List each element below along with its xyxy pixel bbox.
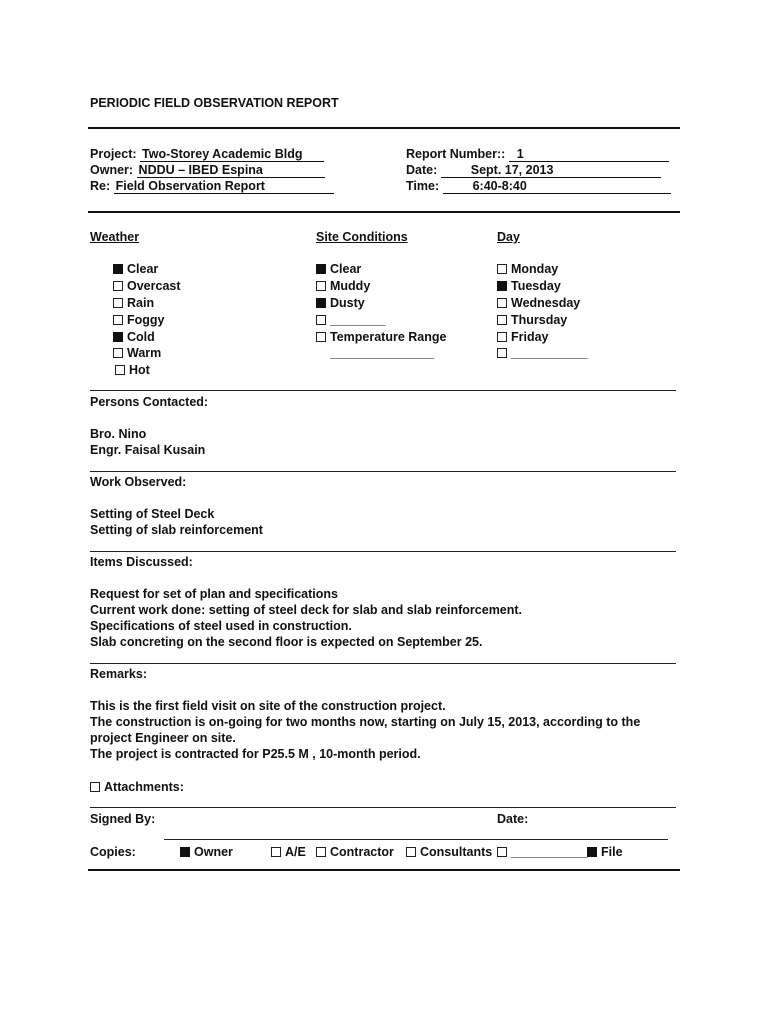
weather-option-cold[interactable]: Cold [113,330,155,344]
weather-option-foggy[interactable]: Foggy [113,313,165,327]
checkbox-icon [497,847,507,857]
site-option-clear[interactable]: Clear [316,262,361,276]
checkbox-icon [316,281,326,291]
checkbox-icon [115,365,125,375]
checkbox-icon [497,332,507,342]
checkbox-icon [316,298,326,308]
project-label: Project: [90,147,137,161]
temperature-range-field[interactable]: _______________ [330,346,435,360]
remarks-line: The project is contracted for P25.5 M , 10-month period. [90,747,421,761]
items-discussed-line: Current work done: setting of steel deck for slab and slab reinforcement. [90,603,523,617]
work-observed-line: Setting of Steel Deck [90,507,215,521]
re-value[interactable]: Field Observation Report [114,179,334,194]
title-divider [88,127,680,129]
time-field [406,179,671,194]
checkbox-icon [497,298,507,308]
project-value[interactable]: Two-Storey Academic Bldg [140,147,324,162]
items-discussed-line: Specifications of steel used in construction. [90,619,352,633]
signed-by-label: Signed By: [90,812,156,826]
persons-contacted-line: Bro. Nino [90,427,147,441]
checkbox-icon [497,264,507,274]
checkbox-icon [316,332,326,342]
header-divider [88,211,680,213]
checkbox-icon [497,315,507,325]
section-divider [90,390,676,391]
day-option-friday[interactable]: Friday [497,330,549,344]
site-option-temperature-range[interactable]: Temperature Range [316,330,446,344]
section-divider [90,551,676,552]
owner-field [90,163,325,178]
time-label: Time: [406,179,440,193]
work-observed-heading: Work Observed: [90,475,187,489]
owner-value[interactable]: NDDU – IBED Espina [137,163,325,178]
day-option-wednesday[interactable]: Wednesday [497,296,580,310]
copies-label: Copies: [90,845,136,859]
date-value[interactable]: Sept. 17, 2013 [441,163,661,178]
remarks-line: project Engineer on site. [90,731,236,745]
report-number-label: Report Number:: [406,147,506,161]
copies-option-ae[interactable]: A/E [271,845,306,859]
weather-option-overcast[interactable]: Overcast [113,279,181,293]
weather-option-rain[interactable]: Rain [113,296,154,310]
date-label: Date: [406,163,438,177]
re-field [90,179,334,194]
time-value[interactable]: 6:40-8:40 [443,179,671,194]
signature-line[interactable] [164,839,668,840]
day-heading: Day [497,230,520,244]
remarks-line: The construction is on-going for two months now, starting on July 15, 2013, according to the [90,715,641,729]
report-number-value[interactable]: 1 [509,147,669,162]
report-title: PERIODIC FIELD OBSERVATION REPORT [90,96,339,110]
weather-option-warm[interactable]: Warm [113,346,161,360]
checkbox-icon [113,298,123,308]
checkbox-icon [113,348,123,358]
checkbox-icon [406,847,416,857]
checkbox-icon [316,315,326,325]
remarks-line: This is the first field visit on site of the construction project. [90,699,446,713]
remarks-heading: Remarks: [90,667,147,681]
report-number-field [406,147,669,162]
copies-option-file[interactable]: File [587,845,623,859]
copies-option-contractor[interactable]: Contractor [316,845,394,859]
date-field [406,163,661,178]
checkbox-icon [113,332,123,342]
weather-heading: Weather [90,230,140,244]
items-discussed-heading: Items Discussed: [90,555,193,569]
signed-date-label: Date: [497,812,529,826]
items-discussed-line: Slab concreting on the second floor is expected on September 25. [90,635,483,649]
section-divider [90,471,676,472]
attachments-label: Attachments: [104,780,184,794]
persons-contacted-heading: Persons Contacted: [90,395,209,409]
day-option-tuesday[interactable]: Tuesday [497,279,561,293]
checkbox-icon [113,281,123,291]
weather-option-clear[interactable]: Clear [113,262,158,276]
site-option-blank[interactable]: ________ [316,313,386,327]
owner-label: Owner: [90,163,134,177]
copies-option-owner[interactable]: Owner [180,845,233,859]
re-label: Re: [90,179,111,193]
checkbox-icon [271,847,281,857]
day-option-thursday[interactable]: Thursday [497,313,567,327]
project-field [90,147,324,162]
weather-option-hot[interactable]: Hot [115,363,150,377]
attachments-checkbox[interactable] [90,780,184,794]
section-divider [90,663,676,664]
checkbox-icon [113,315,123,325]
items-discussed-line: Request for set of plan and specifications [90,587,338,601]
work-observed-line: Setting of slab reinforcement [90,523,263,537]
day-option-monday[interactable]: Monday [497,262,558,276]
section-divider [90,807,676,808]
checkbox-icon [497,348,507,358]
checkbox-icon [113,264,123,274]
persons-contacted-line: Engr. Faisal Kusain [90,443,206,457]
checkbox-icon [497,281,507,291]
checkbox-icon [587,847,597,857]
checkbox-icon [90,782,100,792]
site-option-dusty[interactable]: Dusty [316,296,365,310]
day-option-other[interactable]: ___________ [497,346,587,360]
copies-option-other[interactable]: ___________ [497,845,587,859]
checkbox-icon [180,847,190,857]
checkbox-icon [316,847,326,857]
copies-option-consultants[interactable]: Consultants [406,845,492,859]
site-option-muddy[interactable]: Muddy [316,279,370,293]
checkbox-icon [316,264,326,274]
footer-divider [88,869,680,871]
site-conditions-heading: Site Conditions [316,230,408,244]
